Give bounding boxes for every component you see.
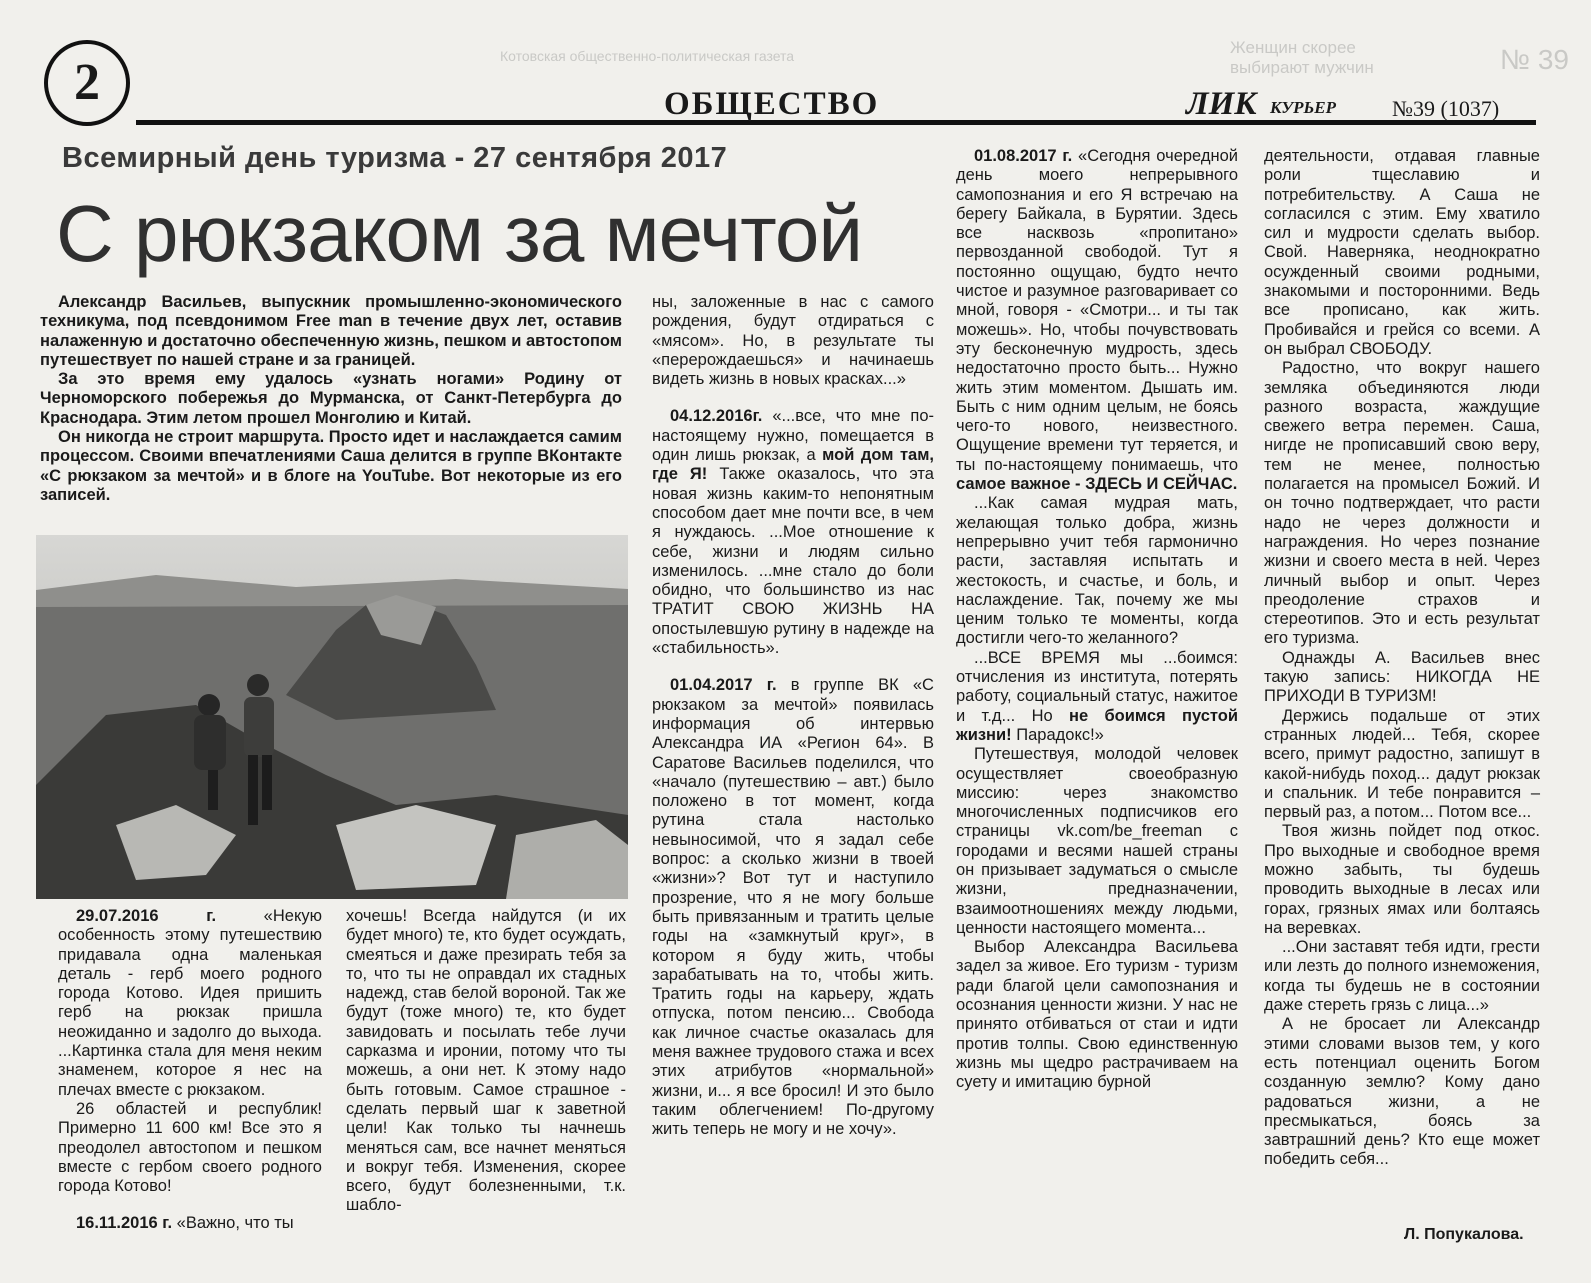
paragraph: ...ВСЕ ВРЕМЯ мы ...боимся: отчисления из института, потерять работу, социальный статус, нажитое и т.д... Но <box>956 648 1238 725</box>
paragraph: «...все, что мне по-настоящему нужно, помещается в один лишь рюкзак, а <box>652 407 935 465</box>
logo-sub: КУРЬЕР <box>1270 98 1337 117</box>
paragraph: За это время ему удалось «узнать ногами» Родину от Черноморского побережья до Мурманска, от Санкт-Петербурга до Краснодара. Этим летом прошел Монголию и Китай. <box>40 370 622 427</box>
paragraph: Парадокс!» <box>1016 725 1104 744</box>
paragraph: Он никогда не строит маршрута. Просто идет и наслаждается самим процессом. Своими впечатлениями Саша делится в группе ВКонтакте «С рюкзаком за мечтой» и в блоге на YouTube. Вот некоторые из его записей. <box>40 428 622 504</box>
bleed-through-line: Женщин скорее выбирают мужчин <box>1230 38 1374 77</box>
baikal-photo <box>36 535 628 899</box>
section-title: ОБЩЕСТВО <box>664 86 880 122</box>
article-column <box>1264 147 1540 1170</box>
entry-date: 01.08.2017 г. <box>974 147 1073 165</box>
paragraph: «Важно, что ты <box>176 1214 294 1233</box>
entry-date: 01.04.2017 г. <box>670 676 777 695</box>
paragraph: 26 областей и республик! Примерно 11 600 км! Все это я преодолел автостопом и пешком вместе с гербом своего родного города Котово! <box>58 1099 322 1196</box>
paragraph: ...Как самая мудрая мать, желающая только добра, жизнь непрерывно учит тебя гармонично расти, заставляя испытать и жестокость, и счастье, и боль, и наслаждение. Так, почему же мы ценим только те моменты, когда достигли чего-то желанного? <box>956 494 1238 648</box>
entry-date: 16.11.2016 г. <box>76 1214 173 1233</box>
paragraph: Александр Васильев, выпускник промышленно-экономического техникума, под псевдонимом Free man в течение двух лет, оставив налаженную и достаточно обеспеченную жизнь, пешком и автостопом путешествует по нашей стране и за границей. <box>40 293 622 369</box>
article-column <box>652 293 934 1139</box>
paragraph: «Сегодня очередной день моего непрерывного самопознания и его Я встречаю на берегу Байкала, в Бурятии. Здесь все насквозь «пропитано» первозданной свободой. Тут я постоянно ощущаю, будто нечто чистое и разумное разговаривает со мной, говоря - «Смотри... и ты так можешь». Но, чтобы почувствовать эту бесконечную мудрость, здесь недостаточно просто быть... Нужно жить этим моментом. Дышать им. Быть с ним одним целым, не боясь чего-то нового, неизвестного. Ощущение времени тут теряется, и ты по-настоящему понимаешь, что <box>956 147 1238 474</box>
paragraph: ...Они заставят тебя идти, грести или лезть до полного изнеможения, когда ты будешь не в состоянии даже стереть грязь с лица...» <box>1264 938 1540 1015</box>
entry-date: 29.07.2016 г. <box>76 907 217 925</box>
paragraph: Держись подальше от этих странных людей... Тебя, скорее всего, примут радостно, запишут в какой-нибудь поход... дадут рюкзак и спальник. И тебе понравится – первый раз, а потом... Потом все... <box>1264 706 1540 822</box>
paragraph: Однажды А. Васильев внес такую запись: НИКОГДА НЕ ПРИХОДИ В ТУРИЗМ! <box>1264 648 1540 706</box>
paragraph: хочешь! Всегда найдутся (и их будет много) те, кто будет осуждать, смеяться и даже презирать тебя за то, что ты не оправдал их стадных надежд, став белой вороной. Так же будут (тоже много) те, кто будет завидовать и посылать тебе лучи сарказма и иронии, потому что ты можешь, а они нет. К этому надо быть готовым. Самое страшное - сделать первый шаг к заветной цели! Как только ты начнешь меняться сам, все начнет меняться и вокруг тебя. Изменения, скорее всего, будут болезненными, т.к. шабло- <box>346 907 626 1215</box>
paragraph: А не бросает ли Александр этими словами вызов тем, у кого есть потенциал оценить Богом созданную землю? Кому дано радоваться жизни, а не пресмыкаться, боясь за завтрашний день? Кто еще может победить себя... <box>1264 1015 1540 1169</box>
article-column <box>58 907 322 1234</box>
paragraph: Радостно, что вокруг нашего земляка объединяются люди разного возраста, жаждущие свежего ветра перемен. Саша, нигде не прописавший свою веру, тем не менее, полностью полагается на промысел Божий. И он точно подтверждает, что расти надо не через должности и награждения. Но через познание жизни и своего места в ней. Через личный выбор и опыт. Через преодоление страхов и стереотипов. Это и есть результат его туризма. <box>1264 359 1540 648</box>
article-headline: С рюкзаком за мечтой <box>56 189 863 278</box>
paragraph: деятельности, отдавая главные роли тщеславию и потребительству. А Саша не согласился с этим. Ему хватило сил и мудрости сделать выбор. Свой. Наверняка, неоднократно осужденный своими родными, знакомыми и посторонними. Ведь все прописано, как жить. Пробивайся и грейся со всеми. А он выбрал СВОБОДУ. <box>1264 147 1540 358</box>
logo-main: ЛИК <box>1186 86 1257 122</box>
paragraph: «Некую особенность этому путешествию придавала одна маленькая деталь - герб моего родного города Котово. Идея пришить герб на рюкзак пришла неожиданно и задолго до выхода. ...Картинка стала для меня неким знаменем, которое я нес на плечах вместе с рюкзаком. <box>58 907 322 1099</box>
issue-number: №39 (1037) <box>1392 96 1500 121</box>
paragraph: Также оказалось, что эта новая жизнь каким-то непонятным способом дает мне почти все, в чем я нуждаюсь. ...Мое отношение к себе, жизни и людям сильно изменилось. ...мне стало до боли обидно, что большинство из нас ТРАТИТ СВОЮ ЖИЗНЬ НА опостылевшую рутину в надежде на «стабильность». <box>652 465 934 658</box>
article-column <box>346 907 626 1216</box>
paragraph: Путешествуя, молодой человек осуществляет своеобразную миссию: через знакомство многочисленных подписчиков его страницы vk.com/be_freeman с городами и весями нашей страны он призывает задуматься о смысле жизни, предназначении, взаимоотношениях между людьми, ценности настоящего момента... <box>956 745 1238 937</box>
bleed-through-line: № 39 <box>1500 44 1569 75</box>
emphasis: мой дом там, где Я! <box>652 446 934 484</box>
article-column <box>956 147 1238 1093</box>
paragraph: ны, заложенные в нас с самого рождения, будут отдираться с «мясом». Но, в результате ты «перерождаешься» и начинаешь видеть жизнь в новых красках...» <box>652 293 934 389</box>
paragraph: в группе ВК «С рюкзаком за мечтой» появилась информация об интервью Александра ИА «Регион 64». В Саратове Васильев поделился, что «начало (путешествию – авт.) было положено в тот момент, когда рутина стала настолько невыносимой, что я задал себе вопрос: а сколько жизни в твоей «жизни»? Вот тут и наступило прозрение, что я не могу больше быть привязанным и тратить целые годы на «замкнутый круг», в котором я буду жить, чтобы зарабатывать на то, чтобы жить. Тратить годы на карьеру, ждать отпуска, потом пенсию... Свобода как личное счастье оказалась для меня важнее трудового стажа и всех этих атрибутов «нормальной» жизни, и... я все бросил! И это было таким облегчением! По-другому жить теперь не могу и не хочу». <box>652 676 934 1139</box>
page-number: 2 <box>44 40 130 126</box>
bleed-through-line: Котовская общественно-политическая газета <box>500 48 795 64</box>
author-signature: Л. Попукалова. <box>1404 1226 1524 1243</box>
emphasis: не боимся пустой жизни! <box>956 706 1238 744</box>
lead-text <box>40 293 622 505</box>
emphasis: самое важное - ЗДЕСЬ И СЕЙЧАС. <box>956 475 1238 494</box>
entry-date: 04.12.2016г. <box>670 407 763 426</box>
paragraph: Выбор Александра Васильева задел за живое. Его туризм - туризм ради благой цели самопознания и осознания ценности жизни. У нас не принято отбиваться от стаи и идти против толпы. Свою единственную жизнь мы щедро растрачиваем на суету и имитацию бурной <box>956 938 1238 1092</box>
paragraph: Твоя жизнь пойдет под откос. Про выходные и свободное время можно забыть, ты будешь проводить выходные в лесах или горах, грязных ямах или болтаясь на веревках. <box>1264 822 1540 937</box>
article-subhead: Всемирный день туризма - 27 сентября 2017 <box>62 142 728 174</box>
